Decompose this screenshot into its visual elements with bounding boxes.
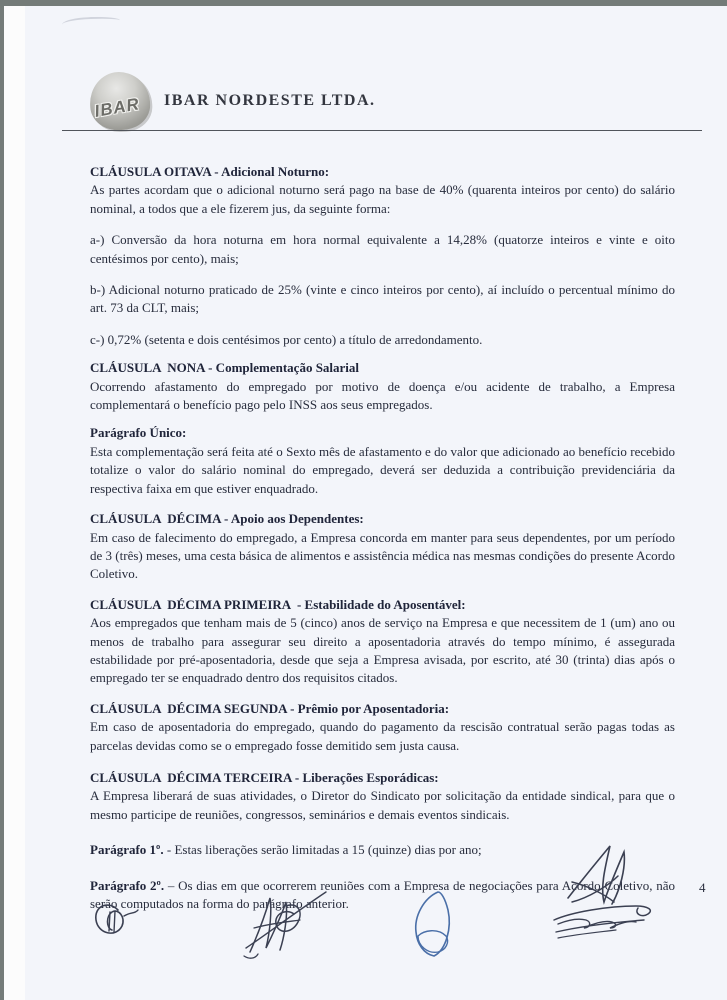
- clause-10-heading: CLÁUSULA DÉCIMA - Apoio aos Dependentes:: [90, 511, 364, 527]
- company-name: IBAR NORDESTE LTDA.: [164, 92, 376, 109]
- clause-12-body: Em caso de aposentadoria do empregado, quando do pagamento da rescisão contratual serão pagas todas as parcelas devidas como se o empregado fosse demitido sem justa causa.: [90, 719, 675, 753]
- paragrafo-unico-heading: Parágrafo Único:: [90, 425, 187, 441]
- clause-8-item-c: c-) 0,72% (setenta e dois centésimos por cento) a título de arredondamento.: [90, 331, 483, 347]
- clause-11-body: Aos empregados que tenham mais de 5 (cinco) anos de serviço na Empresa e que necessitem de 1 (um) ano ou menos de trabalho para assegurar seu direito a aposentadoria através do tempo mínimo, é assegurada estabilidade por pré-aposentadoria, desde que seja a Empresa avisada, por escrito, até 30 (trinta) dias após o empregado ter se enquadrado dentro dos requisitos citados.: [90, 615, 675, 686]
- clause-10-body: Em caso de falecimento do empregado, a Empresa concorda em manter para seus dependentes, por um período de 3 (três) meses, uma cesta básica de alimentos e assistência médica nas mesmas condições do presente Acordo Coletivo.: [90, 529, 675, 582]
- paragrafo-unico-body: Esta complementação será feita até o Sexto mês de afastamento e do valor que adicionado ao benefício recebido totalize o valor do salário nominal do empregado, deverá ser deduzida a contribuição previdenciária da respectiva faixa em que estiver enquadrado.: [90, 443, 675, 496]
- scan-gutter: [4, 6, 25, 1000]
- clause-13-body: A Empresa liberará de suas atividades, o Diretor do Sindicato por solicitação da entidade sindical, para que o mesmo participe de reuniões, congressos, seminários e demais eventos sindicais.: [90, 788, 675, 822]
- ibar-logo-text: IBAR: [92, 94, 142, 121]
- clause-13-heading: CLÁUSULA DÉCIMA TERCEIRA - Liberações Esporádicas:: [90, 769, 439, 785]
- signature-2-crosshatch-icon: [240, 884, 330, 966]
- clause-8-item-a: a-) Conversão da hora noturna em hora normal equivalente a 14,28% (quatorze inteiros e vinte e oito centésimos por cento), mais;: [90, 232, 675, 266]
- paragrafo-1-text: - Estas liberações serão limitadas a 15 (quinze) dias por ano;: [163, 842, 482, 858]
- clause-8-heading: CLÁUSULA OITAVA - Adicional Noturno:: [90, 164, 330, 179]
- clause-8-item-b: b-) Adicional noturno praticado de 25% (vinte e cinco inteiros por cento), aí incluído o percentual mínimo do art. 73 da CLT, mais;: [90, 282, 675, 316]
- clause-8-intro: As partes acordam que o adicional noturno será pago na base de 40% (quarenta inteiros por cento) do salário nominal, a todos que a ele fizerem jus, da seguinte forma:: [90, 182, 675, 216]
- signature-4-flourish-icon: [548, 842, 678, 946]
- signature-1-circular-scribble-icon: [88, 898, 148, 950]
- clause-9-heading: CLÁUSULA NONA - Complementação Salarial: [90, 360, 360, 376]
- paragrafo-1-label: Parágrafo 1º.: [90, 842, 164, 858]
- header-divider: [62, 130, 702, 131]
- clause-11-heading: CLÁUSULA DÉCIMA PRIMEIRA - Estabilidade do Aposentável:: [90, 596, 466, 612]
- letterhead: [90, 70, 376, 132]
- paragrafo-2-label: Parágrafo 2º.: [90, 877, 165, 893]
- page-number: 4: [699, 880, 706, 895]
- clause-9-body: Ocorrendo afastamento do empregado por motivo de doença e/ou acidente de trabalho, a Empresa complementará o benefício pago pelo INSS aos seus empregados.: [90, 378, 675, 413]
- clause-12-heading: CLÁUSULA DÉCIMA SEGUNDA - Prêmio por Aposentadoria:: [90, 700, 450, 716]
- scan-edge-top: [0, 0, 727, 6]
- ibar-logo: [89, 70, 152, 131]
- document-body: [90, 163, 675, 913]
- paragrafo-2-text: – Os dias em que ocorrerem reuniões com a Empresa de negociações para Acordo Coletivo, não serão computados na forma do parágrafo anterior.: [90, 877, 675, 911]
- faint-pen-mark: [62, 16, 120, 29]
- signature-3-blue-loop-icon: [404, 888, 462, 962]
